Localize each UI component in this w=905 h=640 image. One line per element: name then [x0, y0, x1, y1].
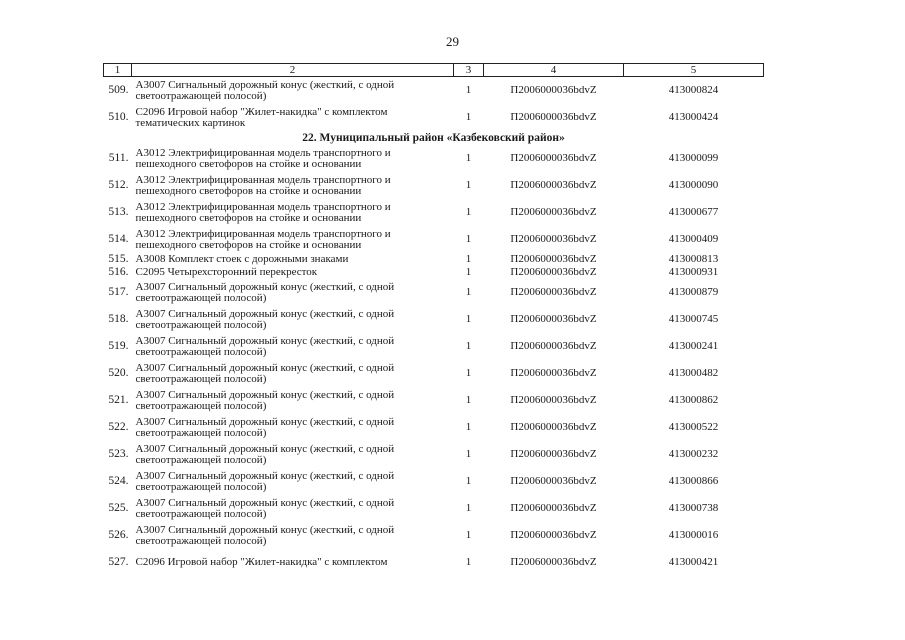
item-quantity: 1: [465, 421, 472, 433]
rows-before-section: [104, 77, 764, 132]
item-code: 413000738: [668, 502, 719, 514]
table-row: [104, 279, 764, 306]
header-col-1: 1: [104, 64, 132, 77]
row-number: 518.: [108, 313, 129, 325]
rows-after-section: [104, 145, 764, 576]
item-name: А3012 Электрифицированная модель транспортного и пешеходного светофоров на стойке и основании: [135, 200, 391, 224]
inventory-number: П2006000036bdvZ: [510, 556, 597, 568]
item-quantity: 1: [465, 394, 472, 406]
table-row: [104, 468, 764, 495]
section-title: 22. Муниципальный район «Казбековский район»: [302, 131, 565, 144]
table-row: [104, 360, 764, 387]
inventory-number: П2006000036bdvZ: [510, 421, 597, 433]
table-row: [104, 266, 764, 279]
inventory-number: П2006000036bdvZ: [510, 266, 597, 278]
table-row: [104, 549, 764, 576]
inventory-number: П2006000036bdvZ: [484, 77, 624, 105]
row-number: 512.: [108, 179, 129, 191]
item-name: А3012 Электрифицированная модель транспортного и пешеходного светофоров на стойке и основании: [135, 146, 391, 170]
table-row: [104, 306, 764, 333]
item-code: 413000232: [668, 448, 719, 460]
row-number: 510.: [108, 111, 129, 123]
item-name: А3007 Сигнальный дорожный конус (жесткий, с одной светоотражающей полосой): [135, 334, 395, 358]
header-col-5: 5: [624, 64, 764, 77]
item-quantity: 1: [465, 502, 472, 514]
table-row: [104, 414, 764, 441]
item-quantity: 1: [465, 286, 472, 298]
section-heading-row: [104, 131, 764, 145]
item-name: А3007 Сигнальный дорожный конус (жесткий, с одной светоотражающей полосой): [135, 307, 395, 331]
item-code: 413000409: [668, 233, 719, 245]
item-name: А3012 Электрифицированная модель транспортного и пешеходного светофоров на стойке и основании: [135, 173, 391, 197]
item-quantity: 1: [465, 111, 472, 123]
row-number: 527.: [108, 556, 129, 568]
header-col-2: 2: [132, 64, 454, 77]
row-number: 514.: [108, 233, 129, 245]
section-heading-group: [104, 131, 764, 145]
item-code: 413000424: [668, 111, 719, 123]
item-code: 413000931: [668, 266, 719, 278]
row-number: 526.: [108, 529, 129, 541]
item-code: 413000866: [668, 475, 719, 487]
table-header-row: [104, 64, 764, 77]
row-number: 524.: [108, 475, 129, 487]
table-row: [104, 145, 764, 172]
row-number: 515.: [108, 253, 129, 265]
item-code: 413000241: [668, 340, 719, 352]
inventory-number: П2006000036bdvZ: [510, 313, 597, 325]
item-name: А3007 Сигнальный дорожный конус (жесткий, с одной светоотражающей полосой): [135, 388, 395, 412]
table-row: [104, 77, 764, 105]
item-name: А3007 Сигнальный дорожный конус (жесткий, с одной светоотражающей полосой): [135, 523, 395, 547]
row-number: 509.: [104, 77, 132, 105]
table-row: [104, 333, 764, 360]
inventory-number: П2006000036bdvZ: [510, 152, 597, 164]
row-number: 511.: [108, 152, 129, 164]
item-code: 413000745: [668, 313, 719, 325]
inventory-number: П2006000036bdvZ: [510, 475, 597, 487]
item-code: 413000482: [668, 367, 719, 379]
inventory-number: П2006000036bdvZ: [510, 286, 597, 298]
item-quantity: 1: [465, 556, 472, 568]
item-quantity: 1: [465, 313, 472, 325]
table-row: [104, 522, 764, 549]
item-code: 413000862: [668, 394, 719, 406]
item-quantity: 1: [454, 77, 484, 105]
page-number: 29: [446, 34, 459, 49]
item-name: С2096 Игровой набор "Жилет-накидка" с комплектом: [135, 556, 388, 568]
item-name: А3007 Сигнальный дорожный конус (жесткий, с одной светоотражающей полосой): [135, 469, 395, 493]
inventory-number: П2006000036bdvZ: [510, 529, 597, 541]
item-quantity: 1: [465, 152, 472, 164]
item-code: 413000016: [668, 529, 719, 541]
inventory-number: П2006000036bdvZ: [510, 502, 597, 514]
item-code: 413000522: [668, 421, 719, 433]
inventory-number: П2006000036bdvZ: [510, 206, 597, 218]
item-code: 413000879: [668, 286, 719, 298]
inventory-table: [103, 63, 764, 576]
inventory-number: П2006000036bdvZ: [510, 253, 597, 265]
item-name: А3007 Сигнальный дорожный конус (жесткий, с одной светоотражающей полосой): [135, 442, 395, 466]
table-row: [104, 199, 764, 226]
item-code: 413000813: [668, 253, 719, 265]
item-code: 413000421: [668, 556, 719, 568]
item-code: 413000824: [624, 77, 764, 105]
item-quantity: 1: [465, 448, 472, 460]
row-number: 525.: [108, 502, 129, 514]
row-number: 516.: [108, 266, 129, 278]
row-number: 522.: [108, 421, 129, 433]
item-code: 413000099: [668, 152, 719, 164]
inventory-number: П2006000036bdvZ: [510, 111, 597, 123]
item-name: А3007 Сигнальный дорожный конус (жесткий, с одной светоотражающей полосой): [135, 415, 395, 439]
item-code: 413000677: [668, 206, 719, 218]
table-row: [104, 253, 764, 266]
item-code: 413000090: [668, 179, 719, 191]
header-col-3: 3: [454, 64, 484, 77]
item-quantity: 1: [465, 340, 472, 352]
item-quantity: 1: [465, 253, 472, 265]
table-row: [104, 172, 764, 199]
row-number: 517.: [108, 286, 129, 298]
inventory-number: П2006000036bdvZ: [510, 179, 597, 191]
item-quantity: 1: [465, 206, 472, 218]
table-row: [104, 441, 764, 468]
row-number: 520.: [108, 367, 129, 379]
inventory-number: П2006000036bdvZ: [510, 233, 597, 245]
inventory-number: П2006000036bdvZ: [510, 394, 597, 406]
table-row: [104, 495, 764, 522]
table-row: [104, 104, 764, 131]
inventory-number: П2006000036bdvZ: [510, 340, 597, 352]
item-name: С2095 Четырехсторонний перекресток: [135, 266, 318, 278]
item-name: А3007 Сигнальный дорожный конус (жесткий, с одной светоотражающей полосой): [135, 361, 395, 385]
table-row: [104, 387, 764, 414]
row-number: 519.: [108, 340, 129, 352]
item-name: А3007 Сигнальный дорожный конус (жесткий, с одной светоотражающей полосой): [132, 77, 454, 105]
item-quantity: 1: [465, 529, 472, 541]
item-quantity: 1: [465, 266, 472, 278]
table-row: [104, 226, 764, 253]
header-col-4: 4: [484, 64, 624, 77]
inventory-number: П2006000036bdvZ: [510, 448, 597, 460]
item-quantity: 1: [465, 233, 472, 245]
item-quantity: 1: [465, 179, 472, 191]
item-name: А3012 Электрифицированная модель транспортного и пешеходного светофоров на стойке и основании: [135, 227, 391, 251]
item-name: С2096 Игровой набор "Жилет-накидка" с комплектом тематических картинок: [135, 105, 388, 129]
item-quantity: 1: [465, 475, 472, 487]
inventory-number: П2006000036bdvZ: [510, 367, 597, 379]
row-number: 521.: [108, 394, 129, 406]
row-number: 513.: [108, 206, 129, 218]
item-name: А3007 Сигнальный дорожный конус (жесткий, с одной светоотражающей полосой): [135, 280, 395, 304]
item-quantity: 1: [465, 367, 472, 379]
row-number: 523.: [108, 448, 129, 460]
item-name: А3007 Сигнальный дорожный конус (жесткий, с одной светоотражающей полосой): [135, 496, 395, 520]
item-name: А3008 Комплект стоек с дорожными знаками: [135, 253, 349, 265]
